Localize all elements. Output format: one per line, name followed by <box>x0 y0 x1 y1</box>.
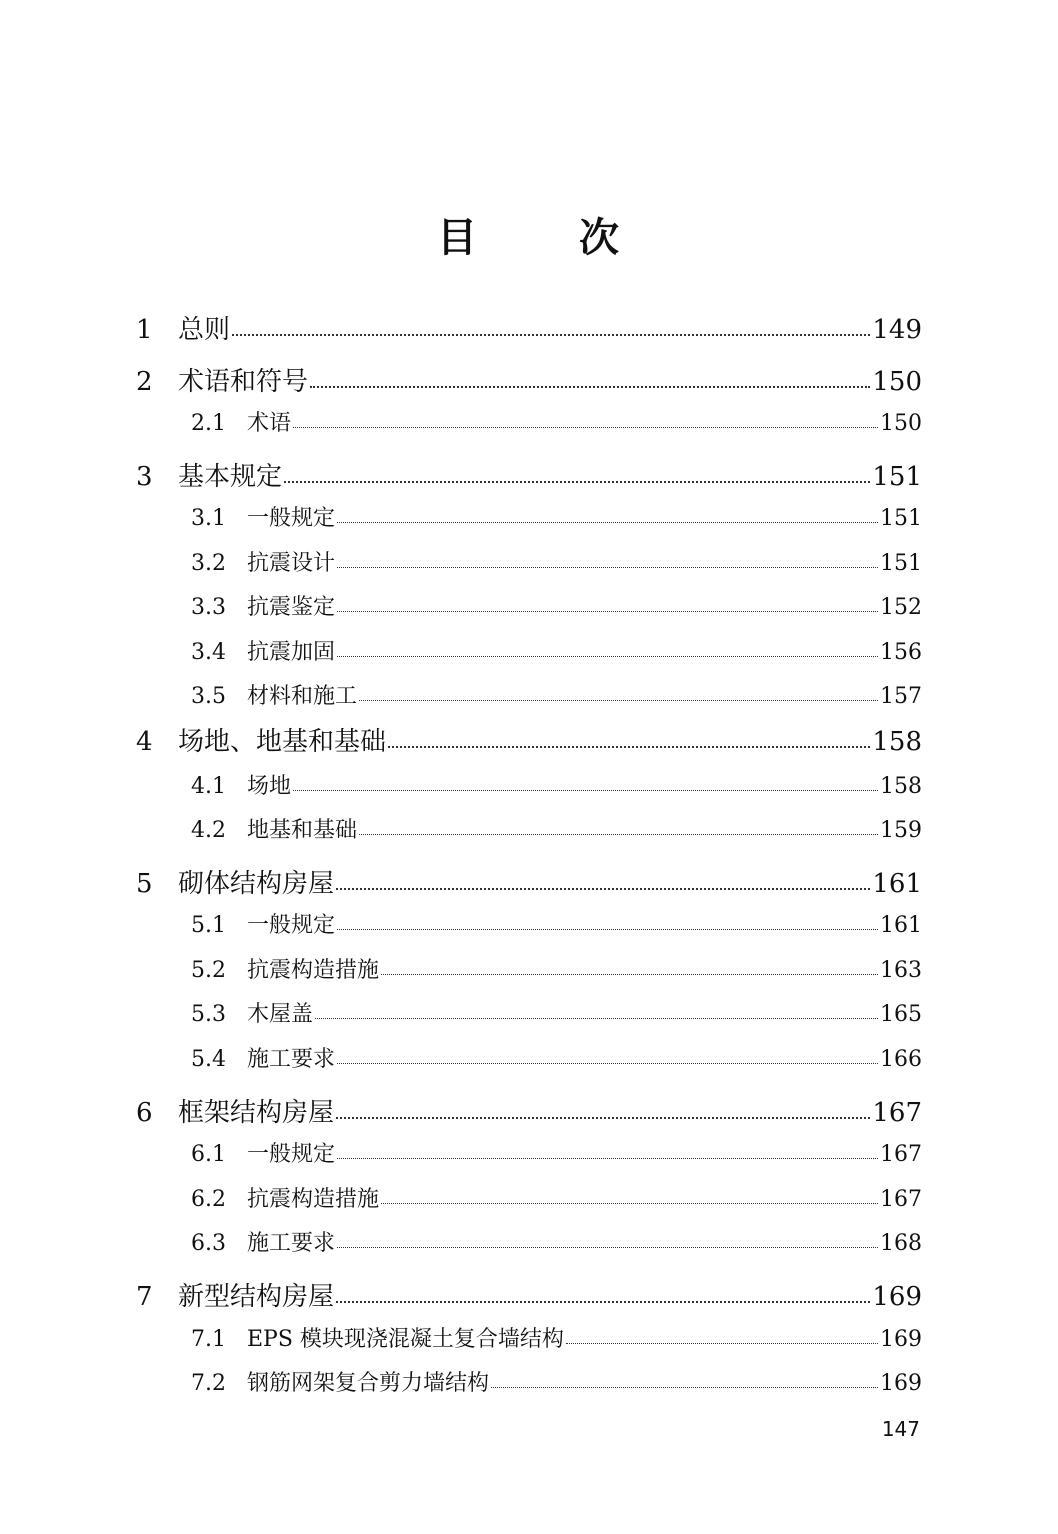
toc-entry-page: 156 <box>880 640 922 665</box>
toc-entry-label: 一般规定 <box>247 1142 336 1167</box>
toc-entry-number: 3.5 <box>191 684 226 709</box>
toc-entry-page: 152 <box>880 595 922 620</box>
toc-entry-number: 7 <box>136 1282 153 1312</box>
toc-title-left: 目 <box>437 214 479 261</box>
toc-entry-number: 6.2 <box>191 1187 226 1212</box>
toc-entry-number: 5.2 <box>191 958 226 983</box>
toc-dot-leader <box>337 503 878 525</box>
toc-entry-page: 158 <box>880 774 922 799</box>
toc-dot-leader <box>310 364 870 390</box>
toc-entry-label: 抗震构造措施 <box>247 1187 380 1212</box>
toc-entry-page: 167 <box>880 1142 922 1167</box>
toc-dot-leader <box>381 1184 878 1206</box>
toc-dot-leader <box>337 910 878 932</box>
toc-entry-number: 3.2 <box>191 551 226 576</box>
toc-entry-label: 抗震加固 <box>247 640 336 665</box>
toc-dot-leader <box>337 637 878 659</box>
toc-entry-label: 施工要求 <box>247 1047 336 1072</box>
toc-entry-page: 157 <box>880 684 922 709</box>
toc-entry-number: 4 <box>136 727 153 757</box>
toc-title-right: 次 <box>579 214 621 261</box>
toc-section-entry[interactable] <box>191 637 922 668</box>
toc-section-entry[interactable] <box>191 910 922 941</box>
toc-dot-leader <box>284 459 870 485</box>
toc-entry-page: 161 <box>872 869 922 899</box>
toc-section-entry[interactable] <box>191 955 922 986</box>
toc-chapter-entry[interactable] <box>136 866 922 901</box>
toc-entry-label: 一般规定 <box>247 506 336 531</box>
toc-entry-number: 6.3 <box>191 1231 226 1256</box>
toc-dot-leader <box>388 724 870 750</box>
toc-entry-number: 6.1 <box>191 1142 226 1167</box>
toc-entry-page: 151 <box>880 506 922 531</box>
toc-entry-label: 框架结构房屋 <box>178 1098 335 1128</box>
toc-section-entry[interactable] <box>191 1139 922 1170</box>
toc-entry-label: 新型结构房屋 <box>178 1282 335 1312</box>
toc-entry-number: 4.2 <box>191 818 226 843</box>
toc-dot-leader <box>337 592 878 614</box>
toc-entry-number: 1 <box>136 315 153 345</box>
toc-entry-label: 木屋盖 <box>247 1002 314 1027</box>
toc-dot-leader <box>336 1279 870 1305</box>
toc-entry-page: 168 <box>880 1231 922 1256</box>
toc-entry-page: 167 <box>872 1098 922 1128</box>
toc-dot-leader <box>491 1368 878 1390</box>
toc-section-entry[interactable] <box>191 815 922 846</box>
toc-entry-page: 166 <box>880 1047 922 1072</box>
toc-entry-number: 2.1 <box>191 411 226 436</box>
toc-dot-leader <box>336 1095 870 1121</box>
toc-entry-number: 3.4 <box>191 640 226 665</box>
toc-entry-number: 5.3 <box>191 1002 226 1027</box>
toc-dot-leader <box>337 1228 878 1250</box>
toc-entry-label: 钢筋网架复合剪力墙结构 <box>247 1371 490 1396</box>
toc-chapter-entry[interactable] <box>136 724 922 759</box>
toc-entry-page: 169 <box>880 1327 922 1352</box>
toc-entry-page: 150 <box>872 367 922 397</box>
toc-entry-number: 2 <box>136 367 153 397</box>
toc-entry-label: 场地、地基和基础 <box>178 727 387 757</box>
toc-entry-page: 161 <box>880 913 922 938</box>
toc-entry-page: 149 <box>872 315 922 345</box>
toc-entry-page: 165 <box>880 1002 922 1027</box>
toc-section-entry[interactable] <box>191 1324 922 1355</box>
toc-dot-leader <box>337 1044 878 1066</box>
toc-entry-number: 7.2 <box>191 1371 226 1396</box>
toc-section-entry[interactable] <box>191 771 922 802</box>
toc-section-entry[interactable] <box>191 999 922 1030</box>
toc-dot-leader <box>315 999 878 1021</box>
toc-section-entry[interactable] <box>191 503 922 534</box>
toc-entry-label: 一般规定 <box>247 913 336 938</box>
toc-dot-leader <box>337 1139 878 1161</box>
toc-entry-page: 169 <box>880 1371 922 1396</box>
toc-entry-label: EPS 模块现浇混凝土复合墙结构 <box>247 1327 564 1352</box>
toc-entry-page: 167 <box>880 1187 922 1212</box>
toc-entry-label: 术语 <box>247 411 292 436</box>
toc-entry-page: 151 <box>880 551 922 576</box>
toc-chapter-entry[interactable] <box>136 312 922 347</box>
toc-dot-leader <box>381 955 878 977</box>
toc-entry-page: 159 <box>880 818 922 843</box>
toc-entry-label: 术语和符号 <box>178 367 309 397</box>
toc-entry-number: 5.1 <box>191 913 226 938</box>
toc-entry-page: 158 <box>872 727 922 757</box>
toc-entry-number: 5 <box>136 869 153 899</box>
toc-entry-label: 场地 <box>247 774 292 799</box>
toc-entry-label: 基本规定 <box>178 462 283 492</box>
toc-dot-leader <box>336 866 870 892</box>
toc-entry-label: 材料和施工 <box>247 684 358 709</box>
toc-section-entry[interactable] <box>191 1184 922 1215</box>
toc-section-entry[interactable] <box>191 1228 922 1259</box>
toc-dot-leader <box>232 312 870 338</box>
toc-section-entry[interactable] <box>191 1368 922 1399</box>
toc-chapter-entry[interactable] <box>136 1279 922 1314</box>
toc-entry-number: 3.3 <box>191 595 226 620</box>
toc-entry-label: 抗震构造措施 <box>247 958 380 983</box>
toc-dot-leader <box>359 681 878 703</box>
toc-section-entry[interactable] <box>191 592 922 623</box>
toc-entry-page: 163 <box>880 958 922 983</box>
toc-entry-label: 砌体结构房屋 <box>178 869 335 899</box>
toc-dot-leader <box>566 1324 878 1346</box>
toc-chapter-entry[interactable] <box>136 459 922 494</box>
toc-entry-page: 151 <box>872 462 922 492</box>
toc-entry-number: 7.1 <box>191 1327 226 1352</box>
toc-dot-leader <box>359 815 878 837</box>
toc-entry-label: 地基和基础 <box>247 818 358 843</box>
toc-section-entry[interactable] <box>191 681 922 712</box>
toc-dot-leader <box>337 548 878 570</box>
toc-entry-number: 6 <box>136 1098 153 1128</box>
toc-entry-page: 150 <box>880 411 922 436</box>
toc-section-entry[interactable] <box>191 1044 922 1075</box>
toc-entry-number: 3.1 <box>191 506 226 531</box>
toc-section-entry[interactable] <box>191 548 922 579</box>
toc-entry-number: 5.4 <box>191 1047 226 1072</box>
toc-dot-leader <box>293 408 878 430</box>
toc-entry-label: 抗震设计 <box>247 551 336 576</box>
toc-section-entry[interactable] <box>191 408 922 439</box>
toc-entry-number: 3 <box>136 462 153 492</box>
toc-chapter-entry[interactable] <box>136 364 922 399</box>
toc-entry-label: 施工要求 <box>247 1231 336 1256</box>
toc-entry-label: 总则 <box>178 315 231 345</box>
toc-dot-leader <box>293 771 878 793</box>
toc-chapter-entry[interactable] <box>136 1095 922 1130</box>
page-number: 147 <box>881 1417 920 1441</box>
toc-entry-label: 抗震鉴定 <box>247 595 336 620</box>
toc-entry-number: 4.1 <box>191 774 226 799</box>
toc-entry-page: 169 <box>872 1282 922 1312</box>
